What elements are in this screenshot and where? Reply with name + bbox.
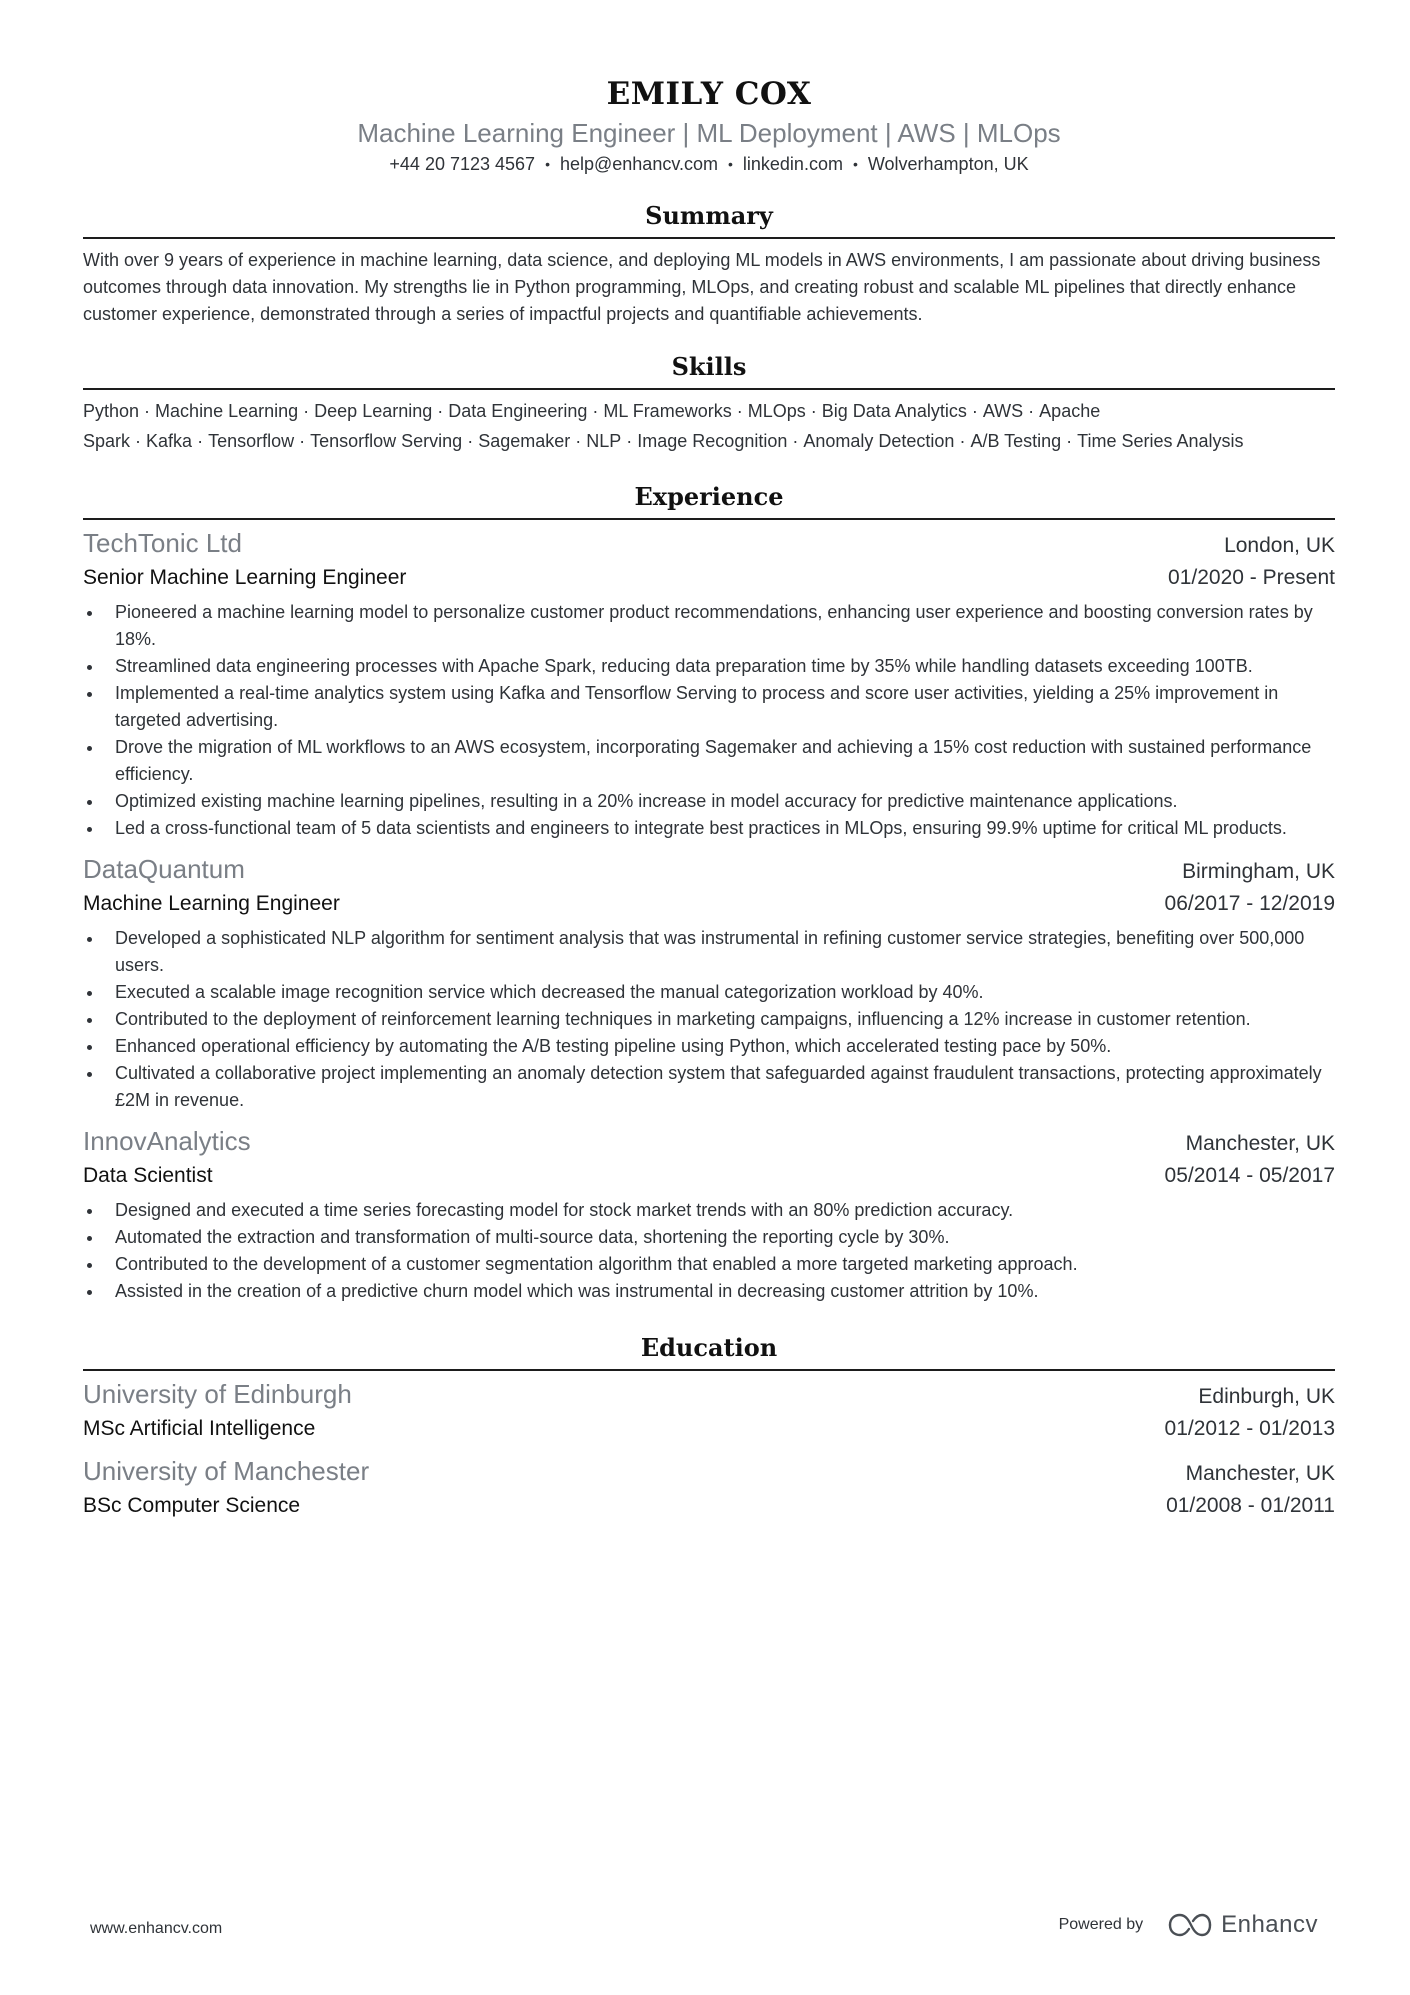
skill-separator: ·: [437, 401, 444, 421]
achievement-item: Cultivated a collaborative project implementing an anomaly detection system that safeguarded against fraudulent transactions, protecting approximately £2M in revenue.: [83, 1060, 1335, 1114]
candidate-name: EMILY COX: [606, 76, 812, 112]
skill-item: NLP: [586, 431, 622, 451]
experience-entry: [83, 852, 1335, 1114]
achievement-item: Executed a scalable image recognition service which decreased the manual categorization workload by 40%.: [83, 979, 1335, 1006]
bullet-separator: •: [728, 156, 733, 172]
job-title: Machine Learning Engineer: [83, 892, 340, 915]
skill-separator: ·: [792, 431, 799, 451]
job-dates: 05/2014 - 05/2017: [1164, 1164, 1335, 1187]
experience-entry: [83, 1124, 1335, 1305]
enhancv-logo-icon: [1167, 1912, 1213, 1938]
achievement-item: Led a cross-functional team of 5 data scientists and engineers to integrate best practices in MLOps, ensuring 99.9% uptime for critical ML products.: [83, 815, 1335, 842]
bullet-separator: •: [852, 156, 858, 172]
skill-separator: ·: [467, 431, 474, 451]
achievement-item: Streamlined data engineering processes with Apache Spark, reducing data preparation time by 35% while handling datasets exceeding 100TB.: [83, 653, 1335, 680]
education-dates: 01/2012 - 01/2013: [1164, 1417, 1335, 1440]
job-location: Manchester, UK: [1185, 1132, 1335, 1155]
skill-item: Time Series Analysis: [1077, 431, 1244, 451]
resume-content: [83, 74, 1335, 1523]
experience-header-row: [83, 1124, 1335, 1159]
job-location: Birmingham, UK: [1182, 860, 1335, 883]
skill-item: ML Frameworks: [603, 401, 732, 421]
education-header-row: [83, 1454, 1335, 1489]
skills-list: [83, 396, 1335, 456]
school-location: Edinburgh, UK: [1198, 1385, 1335, 1408]
achievement-item: Enhanced operational efficiency by automating the A/B testing pipeline using Python, which accelerated testing pace by 50%.: [83, 1033, 1335, 1060]
section-title-skills: Skills: [83, 350, 1335, 390]
achievement-item: Contributed to the deployment of reinforcement learning techniques in marketing campaigns, influencing a 12% increase in customer retention.: [83, 1006, 1335, 1033]
experience-header-row: [83, 526, 1335, 561]
skill-separator: ·: [575, 431, 582, 451]
skill-separator: ·: [810, 401, 817, 421]
section-title-education: Education: [83, 1331, 1335, 1371]
job-dates: 06/2017 - 12/2019: [1164, 892, 1335, 915]
skill-item: Apache Spark: [83, 401, 1101, 451]
skill-separator: ·: [1066, 431, 1073, 451]
school-name: University of Edinburgh: [83, 1379, 352, 1409]
bullet-separator: •: [545, 156, 550, 172]
achievement-item: Automated the extraction and transformation of multi-source data, shortening the reporting cycle by 30%.: [83, 1224, 1335, 1251]
company-name: InnovAnalytics: [83, 1126, 251, 1156]
experience-header-row: [83, 852, 1335, 887]
candidate-headline: Machine Learning Engineer | ML Deployment | AWS | MLOps: [357, 118, 1061, 148]
education-list: [83, 1377, 1335, 1523]
skill-separator: ·: [626, 431, 633, 451]
company-name: TechTonic Ltd: [83, 528, 242, 558]
footer-branding[interactable]: [1059, 1910, 1318, 1940]
experience-role-row: [83, 887, 1335, 921]
degree-name: BSc Computer Science: [83, 1494, 301, 1517]
experience-list: [83, 526, 1335, 1305]
skill-separator: ·: [1028, 401, 1035, 421]
achievement-item: Developed a sophisticated NLP algorithm for sentiment analysis that was instrumental in refining customer service strategies, benefiting over 500,000 users.: [83, 925, 1335, 979]
skill-separator: ·: [144, 401, 151, 421]
achievement-item: Optimized existing machine learning pipelines, resulting in a 20% increase in model accuracy for predictive maintenance applications.: [83, 788, 1335, 815]
skill-item: MLOps: [747, 401, 806, 421]
enhancv-brand: Enhancv: [1221, 1911, 1318, 1938]
skill-separator: ·: [197, 431, 204, 451]
skill-separator: ·: [135, 431, 142, 451]
skill-separator: ·: [592, 401, 599, 421]
education-entry: [83, 1454, 1335, 1523]
education-degree-row: [83, 1412, 1335, 1446]
company-name: DataQuantum: [83, 854, 245, 884]
powered-by-label: Powered by: [1058, 1916, 1144, 1933]
experience-role-row: [83, 561, 1335, 595]
summary-text: With over 9 years of experience in machine learning, data science, and deploying ML models in AWS environments, I am passionate about driving business outcomes through data innovation. My strengths lie in Python programming, MLOps, and creating robust and scalable ML pipelines that directly enhance customer experience, demonstrated through a series of impactful projects and quantifiable achievements.: [83, 250, 1321, 324]
skill-item: Sagemaker: [478, 431, 571, 451]
job-title: Senior Machine Learning Engineer: [83, 566, 407, 589]
experience-entry: [83, 526, 1335, 842]
job-location: London, UK: [1224, 534, 1335, 557]
skill-separator: ·: [299, 431, 306, 451]
contact-phone: +44 20 7123 4567: [389, 154, 536, 174]
skill-item: Machine Learning: [155, 401, 299, 421]
education-dates: 01/2008 - 01/2011: [1166, 1494, 1335, 1517]
skill-item: Data Engineering: [448, 401, 588, 421]
skill-separator: ·: [971, 401, 978, 421]
achievement-list: [83, 599, 1335, 842]
skill-item: AWS: [982, 401, 1024, 421]
contact-line: [83, 151, 1335, 177]
skill-separator: ·: [959, 431, 966, 451]
school-location: Manchester, UK: [1185, 1462, 1335, 1485]
achievement-item: Pioneered a machine learning model to personalize customer product recommendations, enhancing user experience and boosting conversion rates by 18%.: [83, 599, 1335, 653]
contact-linkedin[interactable]: linkedin.com: [742, 154, 843, 174]
degree-name: MSc Artificial Intelligence: [83, 1417, 316, 1440]
skill-item: Big Data Analytics: [821, 401, 967, 421]
skill-item: Python: [83, 401, 140, 421]
school-name: University of Manchester: [83, 1456, 370, 1486]
contact-email[interactable]: help@enhancv.com: [559, 154, 718, 174]
education-degree-row: [83, 1489, 1335, 1523]
skill-item: Kafka: [146, 431, 193, 451]
contact-location: Wolverhampton, UK: [867, 154, 1029, 174]
skill-item: A/B Testing: [970, 431, 1062, 451]
skill-separator: ·: [736, 401, 743, 421]
skill-separator: ·: [303, 401, 310, 421]
achievement-item: Designed and executed a time series forecasting model for stock market trends with an 80% prediction accuracy.: [83, 1197, 1335, 1224]
experience-role-row: [83, 1159, 1335, 1193]
achievement-list: [83, 925, 1335, 1114]
skill-item: Deep Learning: [314, 401, 433, 421]
education-header-row: [83, 1377, 1335, 1412]
skill-item: Image Recognition: [637, 431, 788, 451]
achievement-item: Assisted in the creation of a predictive churn model which was instrumental in decreasing customer attrition by 10%.: [83, 1278, 1335, 1305]
achievement-item: Drove the migration of ML workflows to an AWS ecosystem, incorporating Sagemaker and achieving a 15% cost reduction with sustained performance efficiency.: [83, 734, 1335, 788]
section-title-summary: Summary: [83, 199, 1335, 239]
achievement-item: Contributed to the development of a customer segmentation algorithm that enabled a more targeted marketing approach.: [83, 1251, 1335, 1278]
footer-website[interactable]: www.enhancv.com: [90, 1920, 223, 1937]
skill-item: Tensorflow Serving: [310, 431, 463, 451]
section-title-experience: Experience: [83, 480, 1335, 520]
skill-item: Tensorflow: [208, 431, 295, 451]
education-entry: [83, 1377, 1335, 1446]
achievement-list: [83, 1197, 1335, 1305]
skill-item: Anomaly Detection: [803, 431, 955, 451]
job-title: Data Scientist: [83, 1164, 213, 1187]
achievement-item: Implemented a real-time analytics system using Kafka and Tensorflow Serving to process and score user activities, yielding a 25% improvement in targeted advertising.: [83, 680, 1335, 734]
job-dates: 01/2020 - Present: [1168, 566, 1335, 589]
